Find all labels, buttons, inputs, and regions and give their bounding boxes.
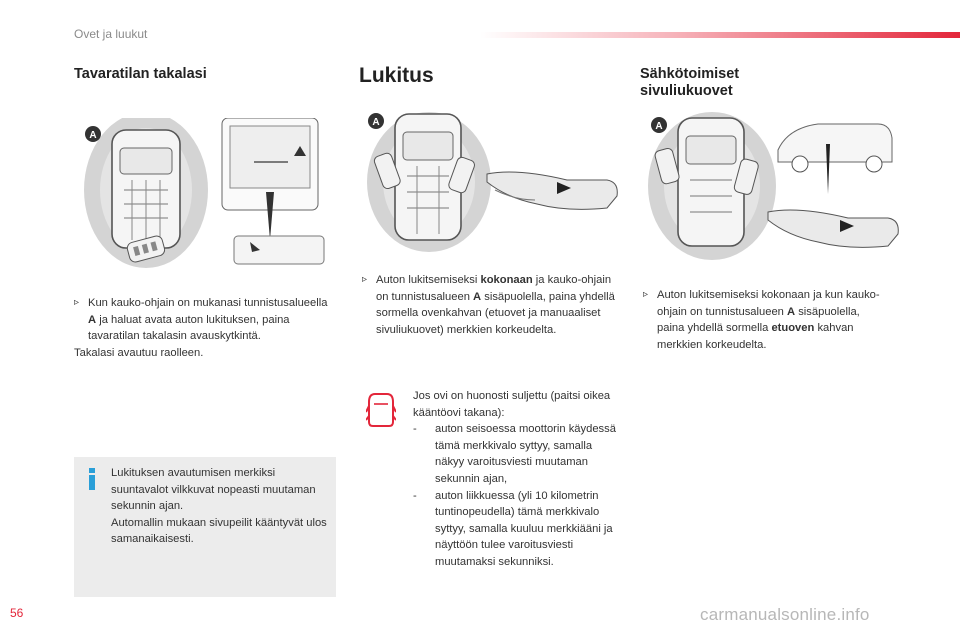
bullet-icon: ▹ — [643, 289, 649, 300]
zone-label-a: A — [89, 130, 97, 141]
zone-label-a: A — [655, 121, 663, 132]
heading-locking: Lukitus — [359, 64, 434, 87]
bullet-icon: ▹ — [362, 274, 368, 285]
heading-tailgate-window: Tavaratilan takalasi — [74, 66, 207, 82]
tailgate-result: Takalasi avautuu raolleen. — [74, 346, 204, 359]
locking-instructions — [362, 272, 618, 338]
info-text: Lukituksen avautumisen merkiksi suuntavalot vilkkuvat nopeasti muutaman sekunnin ajan. Automallin mukaan sivupeilit kääntyvät ulos samanaikaisesti. — [111, 467, 327, 546]
illustration-locking — [367, 110, 623, 260]
info-icon — [88, 468, 96, 490]
sliding-doors-instructions — [643, 287, 883, 353]
page-number: 56 — [10, 606, 24, 620]
tailgate-paragraph: Kun kauko-ohjain on mukanasi tunnistusalueella A ja haluat avata auton lukituksen, paina tavaratilan takalasin avauskytkintä. — [88, 297, 328, 343]
heading-sliding-doors: Sähkötoimiset sivuliukuovet — [640, 66, 740, 99]
warning-intro: Jos ovi on huonosti suljettu (paitsi oikea kääntöovi takana): — [413, 390, 611, 419]
watermark: carmanualsonline.info — [700, 605, 870, 624]
tailgate-instructions — [74, 295, 336, 361]
locking-paragraph: Auton lukitsemiseksi kokonaan ja kauko-ohjain on tunnistusalueen A sisäpuolella, paina yhdellä sormella ovenkahvan (etuovet ja manuaaliset sivuliukuovet) merkkien korkeudelta. — [376, 274, 615, 336]
zone-label-a: A — [372, 117, 380, 128]
sliding-doors-paragraph: Auton lukitsemiseksi kokonaan ja kun kauko-ohjain on tunnistusalueen A sisäpuolella, paina yhdellä sormella etuoven kahvan merkkien korkeudelta. — [657, 289, 880, 351]
bullet-icon: ▹ — [74, 297, 80, 308]
illustration-sliding-doors — [648, 112, 910, 267]
header-accent-bar — [480, 32, 960, 38]
door-open-warning-icon — [366, 392, 396, 428]
illustration-tailgate — [84, 118, 334, 278]
info-box — [74, 457, 336, 597]
header-title: Ovet ja luukut — [74, 27, 148, 41]
warning-text — [413, 388, 623, 571]
warning-item: - auton seisoessa moottorin käydessä tämä merkkivalo syttyy, samalla näkyy varoitusviesti muutaman sekunnin ajan, — [413, 423, 616, 485]
warning-item: - auton liikkuessa (yli 10 kilometrin tuntinopeudella) tämä merkkivalo syttyy, samalla kuuluu merkkiääni ja näyttöön tulee varoitusviesti muutamaksi sekunniksi. — [413, 489, 613, 568]
